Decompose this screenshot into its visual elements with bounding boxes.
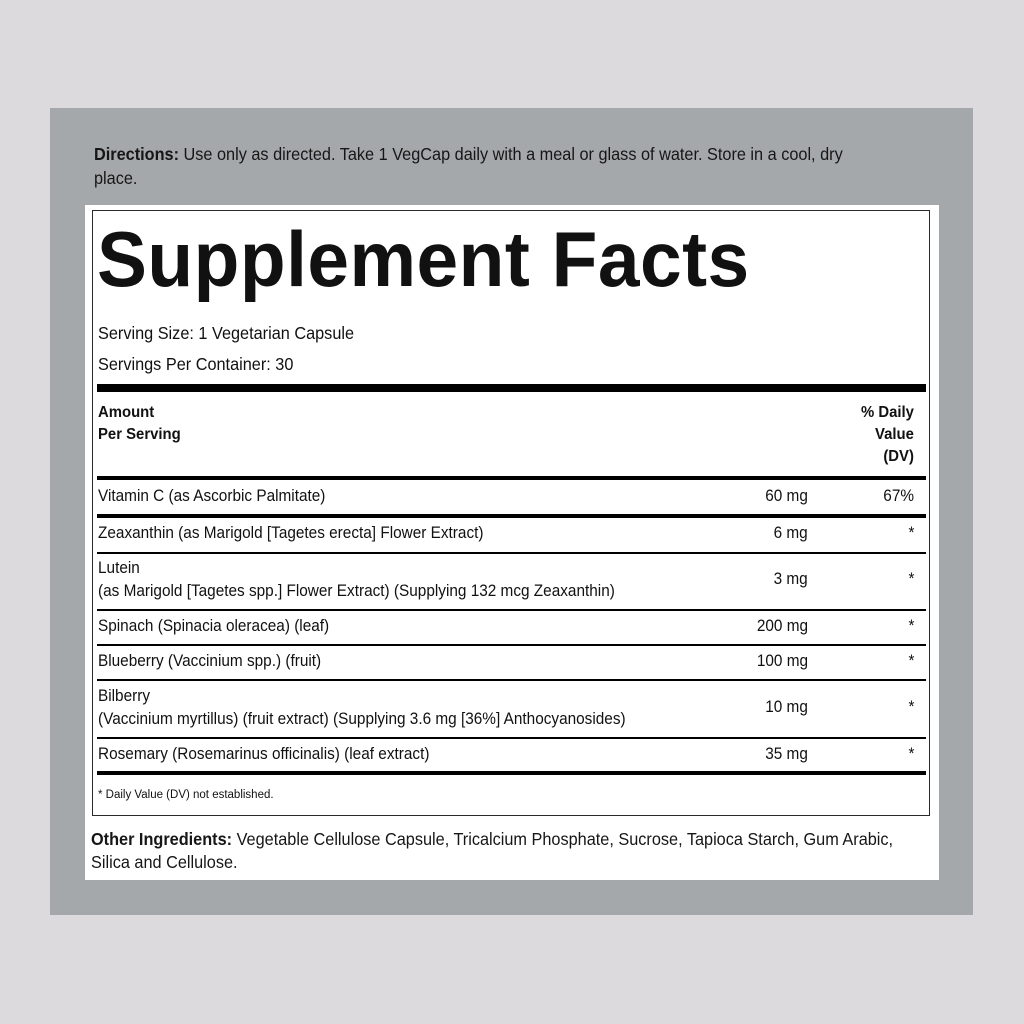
header-divider [97,476,926,480]
supplement-facts-title: Supplement Facts [97,215,750,303]
ingredient-daily-value: * [908,698,914,716]
row-divider [97,737,926,739]
ingredient-name: Lutein [98,559,140,577]
table-row [97,485,926,513]
other-ingredients-body: Vegetable Cellulose Capsule, Tricalcium Phosphate, Sucrose, Tapioca Starch, Gum Arabic, Silica and Cellulose. [91,829,894,872]
table-row [97,557,926,607]
directions-label: Directions: [94,144,180,164]
other-ingredients-text [91,828,909,874]
ingredient-amount: 3 mg [773,570,808,588]
ingredient-source: (as Marigold [Tagetes spp.] Flower Extract) (Supplying 132 mcg Zeaxanthin) [98,582,615,600]
ingredient-daily-value: * [908,617,914,635]
ingredient-name: Blueberry (Vaccinium spp.) (fruit) [98,652,322,670]
ingredient-name: Rosemary (Rosemarinus officinalis) (leaf extract) [98,745,430,763]
table-row [97,743,926,771]
ingredient-amount: 10 mg [765,698,808,716]
header-dv-line3: (DV) [883,448,914,465]
thick-row-divider [97,514,926,518]
ingredient-daily-value: * [908,570,914,588]
ingredient-daily-value: * [908,745,914,763]
directions-text [94,142,866,190]
ingredient-name: Bilberry [98,687,151,705]
table-row [97,522,926,550]
ingredient-daily-value: * [908,524,914,542]
servings-per-container: Servings Per Container: 30 [98,354,294,374]
ingredient-daily-value: 67% [883,487,914,505]
table-row [97,685,926,735]
ingredient-amount: 6 mg [773,524,808,542]
ingredient-source: (Vaccinium myrtillus) (fruit extract) (Supplying 3.6 mg [36%] Anthocyanosides) [98,710,626,728]
table-row [97,650,926,678]
directions-body: Use only as directed. Take 1 VegCap daily with a meal or glass of water. Store in a cool, dry place. [94,144,843,188]
ingredient-amount: 35 mg [765,745,808,763]
row-divider [97,644,926,646]
serving-size: Serving Size: 1 Vegetarian Capsule [98,323,355,343]
header-daily-value [861,402,914,468]
header-amount-per-serving [98,402,181,446]
header-amount-line1: Amount [98,404,155,421]
footnote: * Daily Value (DV) not established. [98,789,274,801]
ingredient-amount: 200 mg [756,617,808,635]
ingredient-amount: 60 mg [765,487,808,505]
header-dv-line1: % Daily [861,404,914,421]
ingredient-name: Zeaxanthin (as Marigold [Tagetes erecta] Flower Extract) [98,524,484,542]
ingredient-daily-value: * [908,652,914,670]
header-dv-line2: Value [875,426,914,443]
row-divider [97,679,926,681]
ingredient-name: Spinach (Spinacia oleracea) (leaf) [98,617,330,635]
row-divider [97,609,926,611]
ingredient-name: Vitamin C (as Ascorbic Palmitate) [98,487,326,505]
thick-divider-bottom [97,771,926,775]
thick-divider-top [97,384,926,392]
table-row [97,615,926,643]
header-amount-line2: Per Serving [98,426,181,443]
other-ingredients-label: Other Ingredients: [91,829,233,849]
row-divider [97,552,926,554]
ingredient-amount: 100 mg [756,652,808,670]
